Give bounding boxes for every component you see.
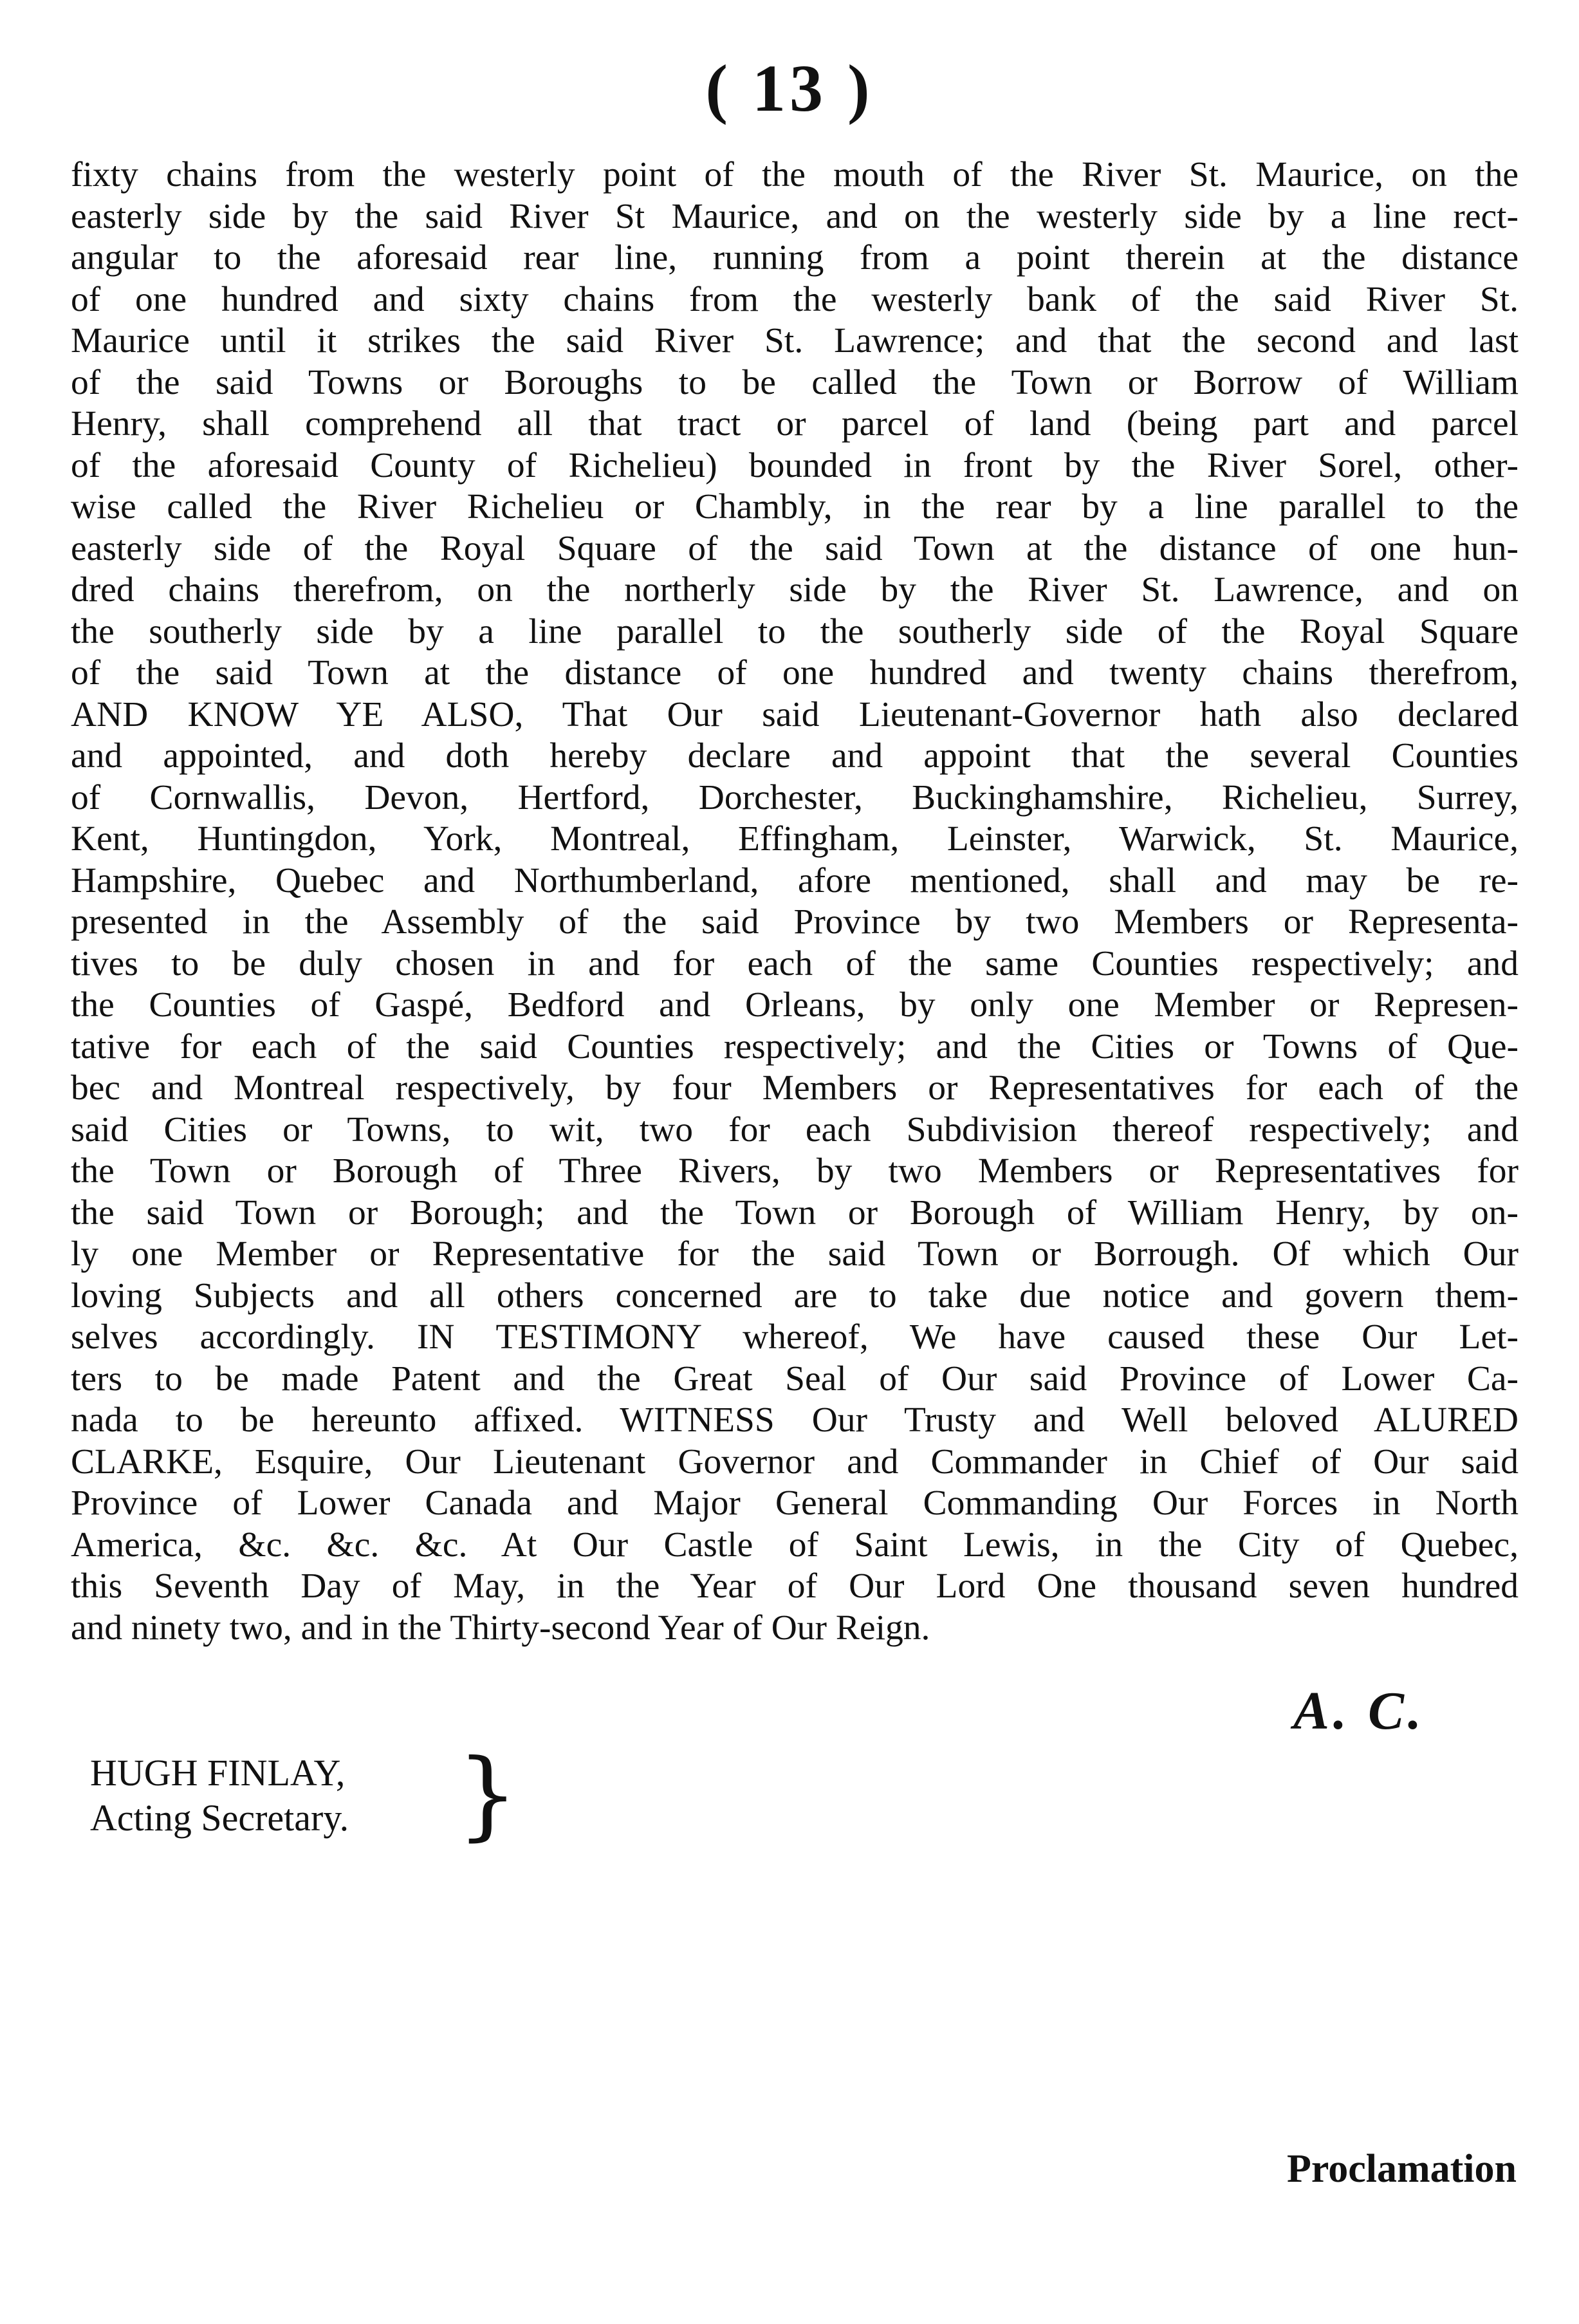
text-line: loving Subjects and all others concerned are to take due notice and govern them- — [71, 1276, 1519, 1315]
text-line: dred chains therefrom, on the northerly side by the River St. Lawrence, and on — [71, 570, 1519, 609]
text-line: this Seventh Day of May, in the Year of Our Lord One thousand seven hundred — [71, 1566, 1519, 1606]
text-line: easterly side by the said River St Maurice, and on the westerly side by a line rect- — [71, 196, 1519, 236]
text-line: Hampshire, Quebec and Northumberland, afore mentioned, shall and may be re- — [71, 860, 1519, 900]
text-line: selves accordingly. IN TESTIMONY whereof, We have caused these Our Let- — [71, 1317, 1519, 1357]
text-line: CLARKE, Esquire, Our Lieutenant Governor and Commander in Chief of Our said — [71, 1442, 1519, 1482]
brace-mark: } — [457, 1739, 519, 1851]
text-line: wise called the River Richelieu or Chambly, in the rear by a line parallel to the — [71, 487, 1519, 526]
text-line: of the said Towns or Boroughs to be called the Town or Borrow of William — [71, 362, 1519, 402]
signatory-title: Acting Secretary. — [90, 1797, 349, 1839]
text-line: and ninety two, and in the Thirty-second Year of Our Reign. — [71, 1608, 930, 1648]
text-line: the said Town or Borough; and the Town or Borough of William Henry, by on- — [71, 1193, 1519, 1232]
text-line: of one hundred and sixty chains from the westerly bank of the said River St. — [71, 279, 1519, 319]
text-line: the Counties of Gaspé, Bedford and Orleans, by only one Member or Represen- — [71, 985, 1519, 1025]
text-line: of the aforesaid County of Richelieu) bounded in front by the River Sorel, other- — [71, 445, 1519, 485]
text-line: and appointed, and doth hereby declare and appoint that the several Counties — [71, 736, 1519, 776]
text-line: Maurice until it strikes the said River St. Lawrence; and that the second and last — [71, 321, 1519, 360]
text-line: said Cities or Towns, to wit, two for each Subdivision thereof respectively; and — [71, 1110, 1519, 1149]
text-line: tative for each of the said Counties respectively; and the Cities or Towns of Que- — [71, 1027, 1519, 1066]
text-line: ters to be made Patent and the Great Seal of Our said Province of Lower Ca- — [71, 1359, 1519, 1399]
initials: A. C. — [1293, 1681, 1426, 1741]
text-line: of the said Town at the distance of one hundred and twenty chains therefrom, — [71, 653, 1519, 693]
text-line: fixty chains from the westerly point of the mouth of the River St. Maurice, on the — [71, 155, 1519, 194]
catchword: Proclamation — [1287, 2147, 1517, 2191]
text-line: ly one Member or Representative for the said Town or Borrough. Of which Our — [71, 1234, 1519, 1274]
text-line: Henry, shall comprehend all that tract or parcel of land (being part and parcel — [71, 404, 1519, 443]
text-line: the southerly side by a line parallel to the southerly side of the Royal Square — [71, 611, 1519, 651]
text-line: presented in the Assembly of the said Province by two Members or Representa- — [71, 902, 1519, 942]
text-line: Province of Lower Canada and Major General Commanding Our Forces in North — [71, 1483, 1519, 1523]
text-line: America, &c. &c. &c. At Our Castle of Saint Lewis, in the City of Quebec, — [71, 1525, 1519, 1565]
signatory-name: HUGH FINLAY, — [90, 1752, 346, 1794]
proclamation-body — [71, 154, 1519, 1649]
text-line: AND KNOW YE ALSO, That Our said Lieutenant-Governor hath also declared — [71, 694, 1519, 734]
text-line: bec and Montreal respectively, by four Members or Representatives for each of the — [71, 1068, 1519, 1108]
text-line: Kent, Huntingdon, York, Montreal, Effingham, Leinster, Warwick, St. Maurice, — [71, 819, 1519, 859]
text-line: the Town or Borough of Three Rivers, by two Members or Representatives for — [71, 1151, 1519, 1191]
signature-block — [90, 1739, 519, 1851]
text-line: easterly side of the Royal Square of the said Town at the distance of one hun- — [71, 528, 1519, 568]
page-number: ( 13 ) — [705, 51, 874, 125]
text-line: angular to the aforesaid rear line, running from a point therein at the distance — [71, 238, 1519, 277]
text-line: tives to be duly chosen in and for each of the same Counties respectively; and — [71, 944, 1519, 983]
text-line: nada to be hereunto affixed. WITNESS Our Trusty and Well beloved ALURED — [71, 1400, 1519, 1440]
text-line: of Cornwallis, Devon, Hertford, Dorchester, Buckinghamshire, Richelieu, Surrey, — [71, 777, 1519, 817]
